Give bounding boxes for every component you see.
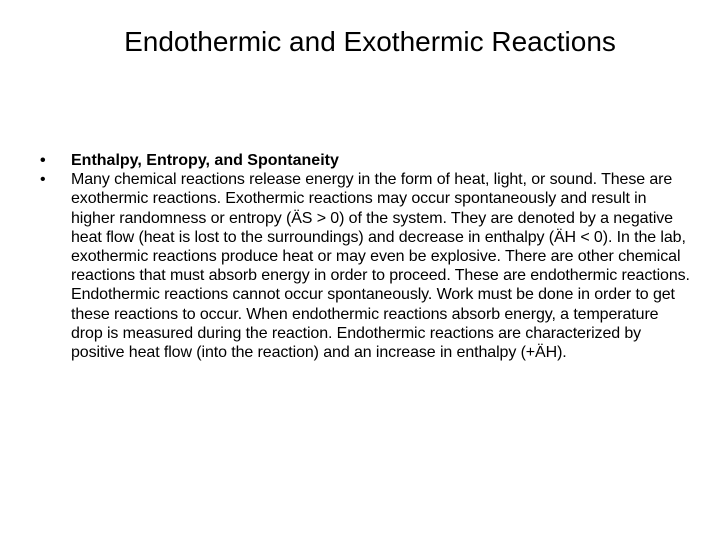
bullet-marker: • bbox=[40, 171, 46, 189]
bullet-item-body bbox=[40, 170, 690, 362]
bullet-list bbox=[40, 151, 690, 362]
slide-title: Endothermic and Exothermic Reactions bbox=[124, 26, 616, 57]
bullet-marker: • bbox=[40, 152, 46, 169]
bullet-item-heading bbox=[40, 151, 690, 170]
bullet-text: Enthalpy, Entropy, and Spontaneity bbox=[71, 152, 339, 169]
bullet-text: Many chemical reactions release energy in the form of heat, light, or sound. These are exothermic reactions. Exothermic reactions may occur spontaneously and result in higher randomness or entropy (ÄS > 0) of the system. They are denoted by a negative heat flow (heat is lost to the surroundings) and decrease in enthalpy (ÄH < 0). In the lab, exothermic reactions produce heat or may even be explosive. There are other chemical reactions that must absorb energy in order to proceed. These are endothermic reactions. Endothermic reactions cannot occur spontaneously. Work must be done in order to get these reactions to occur. When endothermic reactions absorb energy, a temperature drop is measured during the reaction. Endothermic reactions are characterized by positive heat flow (into the reaction) and an increase in enthalpy (+ÄH). bbox=[71, 171, 690, 362]
